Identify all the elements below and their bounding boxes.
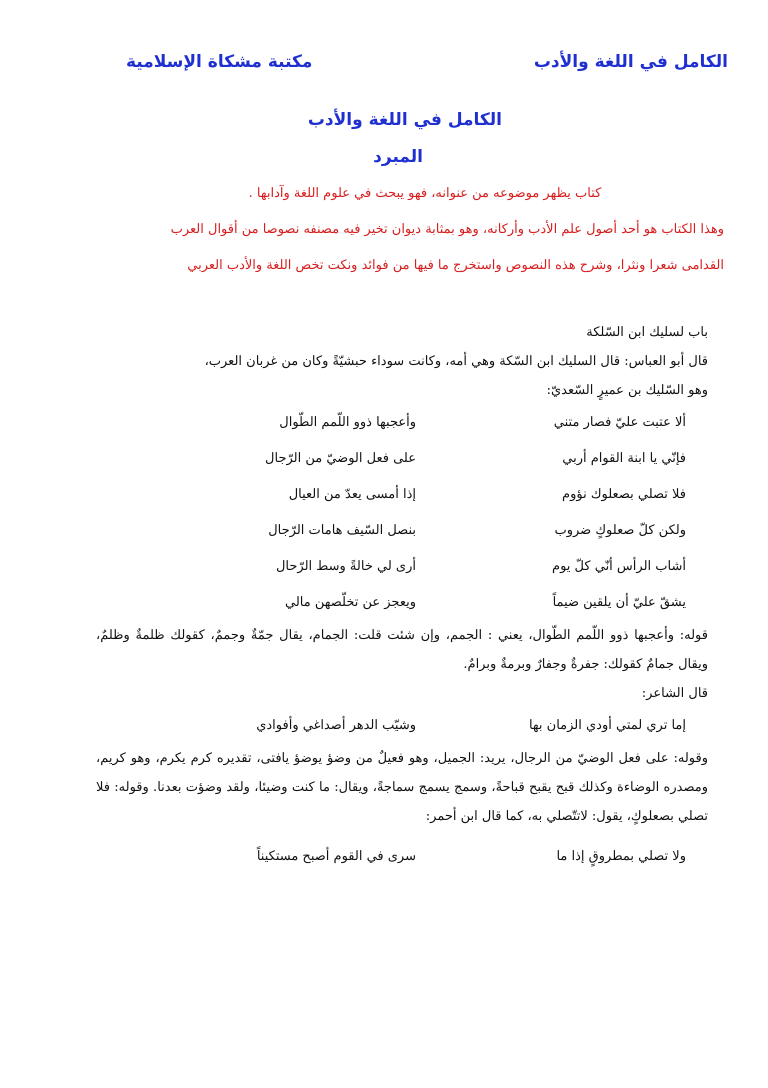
author-name: المبرد [373, 147, 423, 167]
main-text [96, 318, 708, 875]
verse-first-hemistich: فإنّي يا ابنة القوام أربي [562, 451, 686, 466]
verse-line [96, 708, 708, 744]
chapter-heading: باب لسليك ابن السّلكة [586, 325, 708, 340]
verse-line [96, 585, 708, 621]
verse-second-hemistich: وشيّب الدهر أصداغي وأفوادي [256, 718, 416, 733]
verse-first-hemistich: فلا تصلي بصعلوك نؤوم [562, 487, 686, 502]
verse-first-hemistich: أشاب الرأس أنّي كلّ يوم [552, 559, 686, 574]
intro-line: كتاب يظهر موضوعه من عنوانه، فهو يبحث في علوم اللغة وآدابها . [248, 186, 602, 201]
verse-line [96, 441, 708, 477]
intro-description [94, 176, 724, 284]
verse-line [96, 839, 708, 875]
verse-first-hemistich: ولكن كلّ صعلوكٍ ضروب [554, 523, 686, 538]
verse-line [96, 477, 708, 513]
verse-first-hemistich: ولا تصلي بمطروقٍ إذا ما [556, 849, 686, 864]
verse-second-hemistich: أرى لي خالةً وسط الرّحال [275, 559, 416, 574]
text-line: وهو السّليك بن عميرٍ السّعديّ: [546, 383, 708, 398]
running-header-library: مكتبة مشكاة الإسلامية [126, 52, 313, 72]
text-line: قال أبو العباس: قال السليك ابن السّكة وهي أمه، وكانت سوداء حبشيّةً وكان من غربان العرب، [204, 354, 708, 369]
verse-first-hemistich: إما تري لمتي أودي الزمان بها [528, 718, 686, 733]
verse-first-hemistich: يشقّ عليّ أن يلقين ضيماً [552, 595, 686, 610]
verse-line [96, 513, 708, 549]
poet-label: قال الشاعر: [641, 686, 708, 701]
intro-line: وهذا الكتاب هو أحد أصول علم الأدب وأركانه، وهو بمثابة ديوان تخير فيه مصنفه نصوصا من أقوال العرب [170, 222, 724, 237]
verse-line [96, 405, 708, 441]
verse-second-hemistich: وأعجبها ذوو اللّمم الطّوال [279, 415, 416, 430]
verse-second-hemistich: على فعل الوضيّ من الرّجال [265, 451, 416, 466]
poem [96, 405, 708, 621]
running-header-book-title: الكامل في اللغة والأدب [533, 52, 728, 72]
verse-line [96, 549, 708, 585]
intro-line: القدامى شعرا ونثرا، وشرح هذه النصوص واستخرج ما فيها من فوائد ونكت تخص اللغة والأدب العربي [187, 258, 724, 273]
commentary-paragraph: قوله: وأعجبها ذوو اللّمم الطّوال، يعني : الجمم، وإن شئت قلت: الجمام، يقال جمّةٌ وجممٌ، كقولك ظلمةٌ وظلمٌ، ويقال جمامٌ كقولك: جفرةٌ وجفارٌ وبرمةٌ وبرامٌ. [96, 628, 708, 672]
verse-second-hemistich: بنصل السّيف هامات الرّجال [268, 523, 416, 538]
verse-second-hemistich: سرى في القوم أصبح مستكيناً [256, 849, 416, 864]
verse-second-hemistich: إذا أمسى يعدّ من العيال [288, 487, 416, 502]
commentary-paragraph: وقوله: على فعل الوضيّ من الرجال، يريد: الجميل، وهو فعيلٌ من وضؤ يوضؤ يافتى، تقديره كرم يكرم، وهو كريم، ومصدره الوضاءة وكذلك قبح يقبح قباحةً، وسمج يسمج سماجةً، ويقال: ما كنت وضيئا، ولقد وضؤت بعدنا. وقوله: فلا تصلي بصعلوكٍ، يقول: لاتتّصلي به، كما قال ابن أحمر: [96, 751, 708, 824]
page-title: الكامل في اللغة والأدب [307, 110, 502, 130]
verse-second-hemistich: ويعجز عن تخلّصهن مالي [285, 595, 416, 610]
verse-first-hemistich: ألا عتبت عليّ فصار متني [553, 415, 686, 430]
